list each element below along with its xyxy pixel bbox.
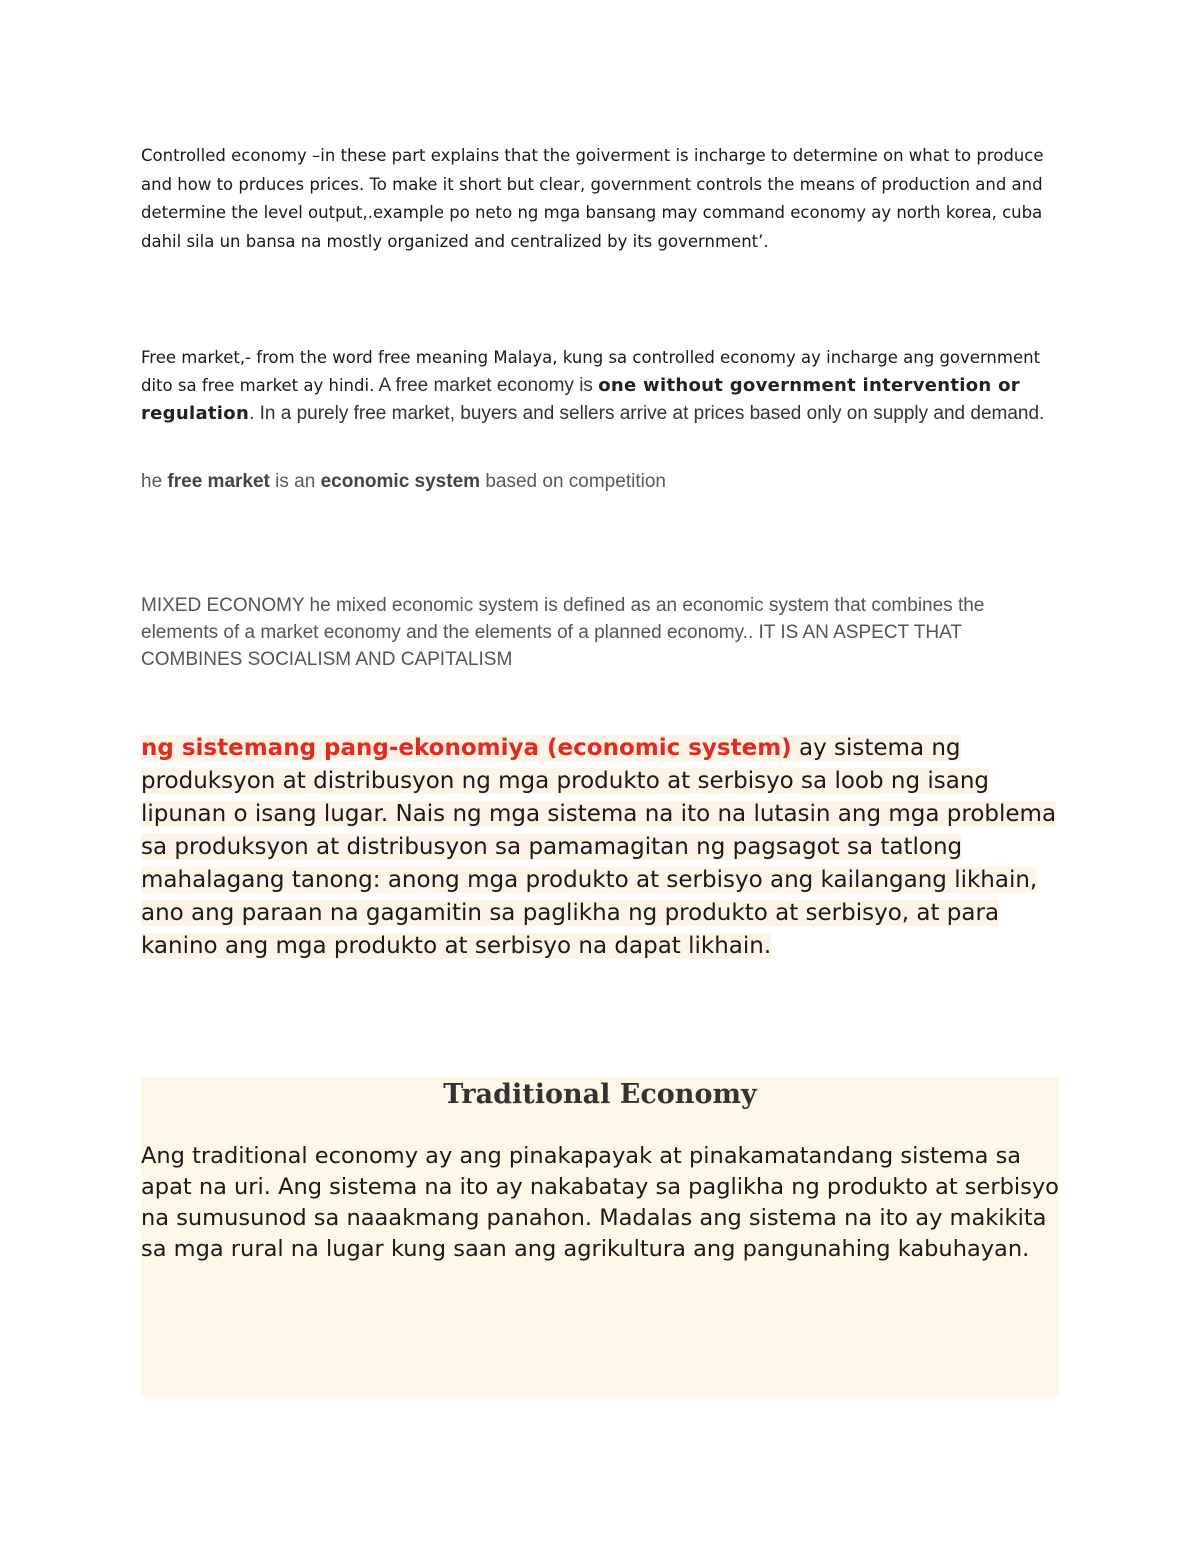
controlled-economy-text: Controlled economy –in these part explains that the goiverment is incharge to determine on what to produce and how to prduces prices. To make it short but clear, government controls the means of production and and determine the level output,.example po neto ng mga bansang may command economy ay north korea, cuba dahil sila un bansa na mostly organized and centralized by its government’. <box>141 146 1044 251</box>
free-market-intro: Free market,- from the word free meaning Malaya, kung sa controlled economy ay incharge ang government dito sa free market ay hindi. <box>141 348 1041 395</box>
traditional-economy-title: Traditional Economy <box>443 1079 757 1110</box>
free-market-tail-bold-term: free market <box>167 471 270 492</box>
free-market-definition-bold: one without government intervention or regulation <box>141 375 1020 424</box>
controlled-economy-paragraph <box>141 142 1061 256</box>
economic-system-term: ng sistemang pang-ekonomiya (economic system) <box>141 735 792 761</box>
mixed-economy-paragraph <box>141 592 1061 673</box>
free-market-tail-mid: is an <box>269 471 321 492</box>
free-market-definition-pre: A free market economy is <box>374 375 599 396</box>
free-market-tail-paragraph <box>141 468 1061 496</box>
economic-system-definition: ay sistema ng produksyon at distribusyon ng mga produkto at serbisyo sa loob ng isang lipunan o isang lugar. Nais ng mga sistema na ito na lutasin ang mga problema sa produksyon at distribusyon sa pamamagitan ng pagsagot sa tatlong mahalagang tanong: anong mga produkto at serbisyo ang kailangang likhain, ano ang paraan na gagamitin sa paglikha ng produkto at serbisyo, at para kanino ang mga produkto at serbisyo na dapat likhain. <box>141 735 1057 959</box>
free-market-paragraph <box>141 344 1061 428</box>
traditional-economy-box <box>141 1077 1059 1397</box>
mixed-economy-text: MIXED ECONOMY he mixed economic system is defined as an economic system that combines the elements of a market economy and the elements of a planned economy.. IT IS AN ASPECT THAT COMBINES SOCIALISM AND CAPITALISM <box>141 595 985 670</box>
free-market-definition-post: . In a purely free market, buyers and sellers arrive at prices based only on supply and demand. <box>249 403 1045 424</box>
free-market-tail-post: based on competition <box>480 471 666 492</box>
economic-system-highlight <box>141 735 1056 959</box>
economic-system-paragraph <box>141 732 1061 963</box>
free-market-tail-bold-system: economic system <box>320 471 481 492</box>
traditional-economy-body: Ang traditional economy ay ang pinakapayak at pinakamatandang sistema sa apat na uri. Ang sistema na ito ay nakabatay sa paglikha ng produkto at serbisyo na sumusunod sa naaakmang panahon. Madalas ang sistema na ito ay makikita sa mga rural na lugar kung saan ang agrikultura ang pangunahing kabuhayan. <box>141 1143 1059 1262</box>
free-market-tail-pre: he <box>141 471 168 492</box>
